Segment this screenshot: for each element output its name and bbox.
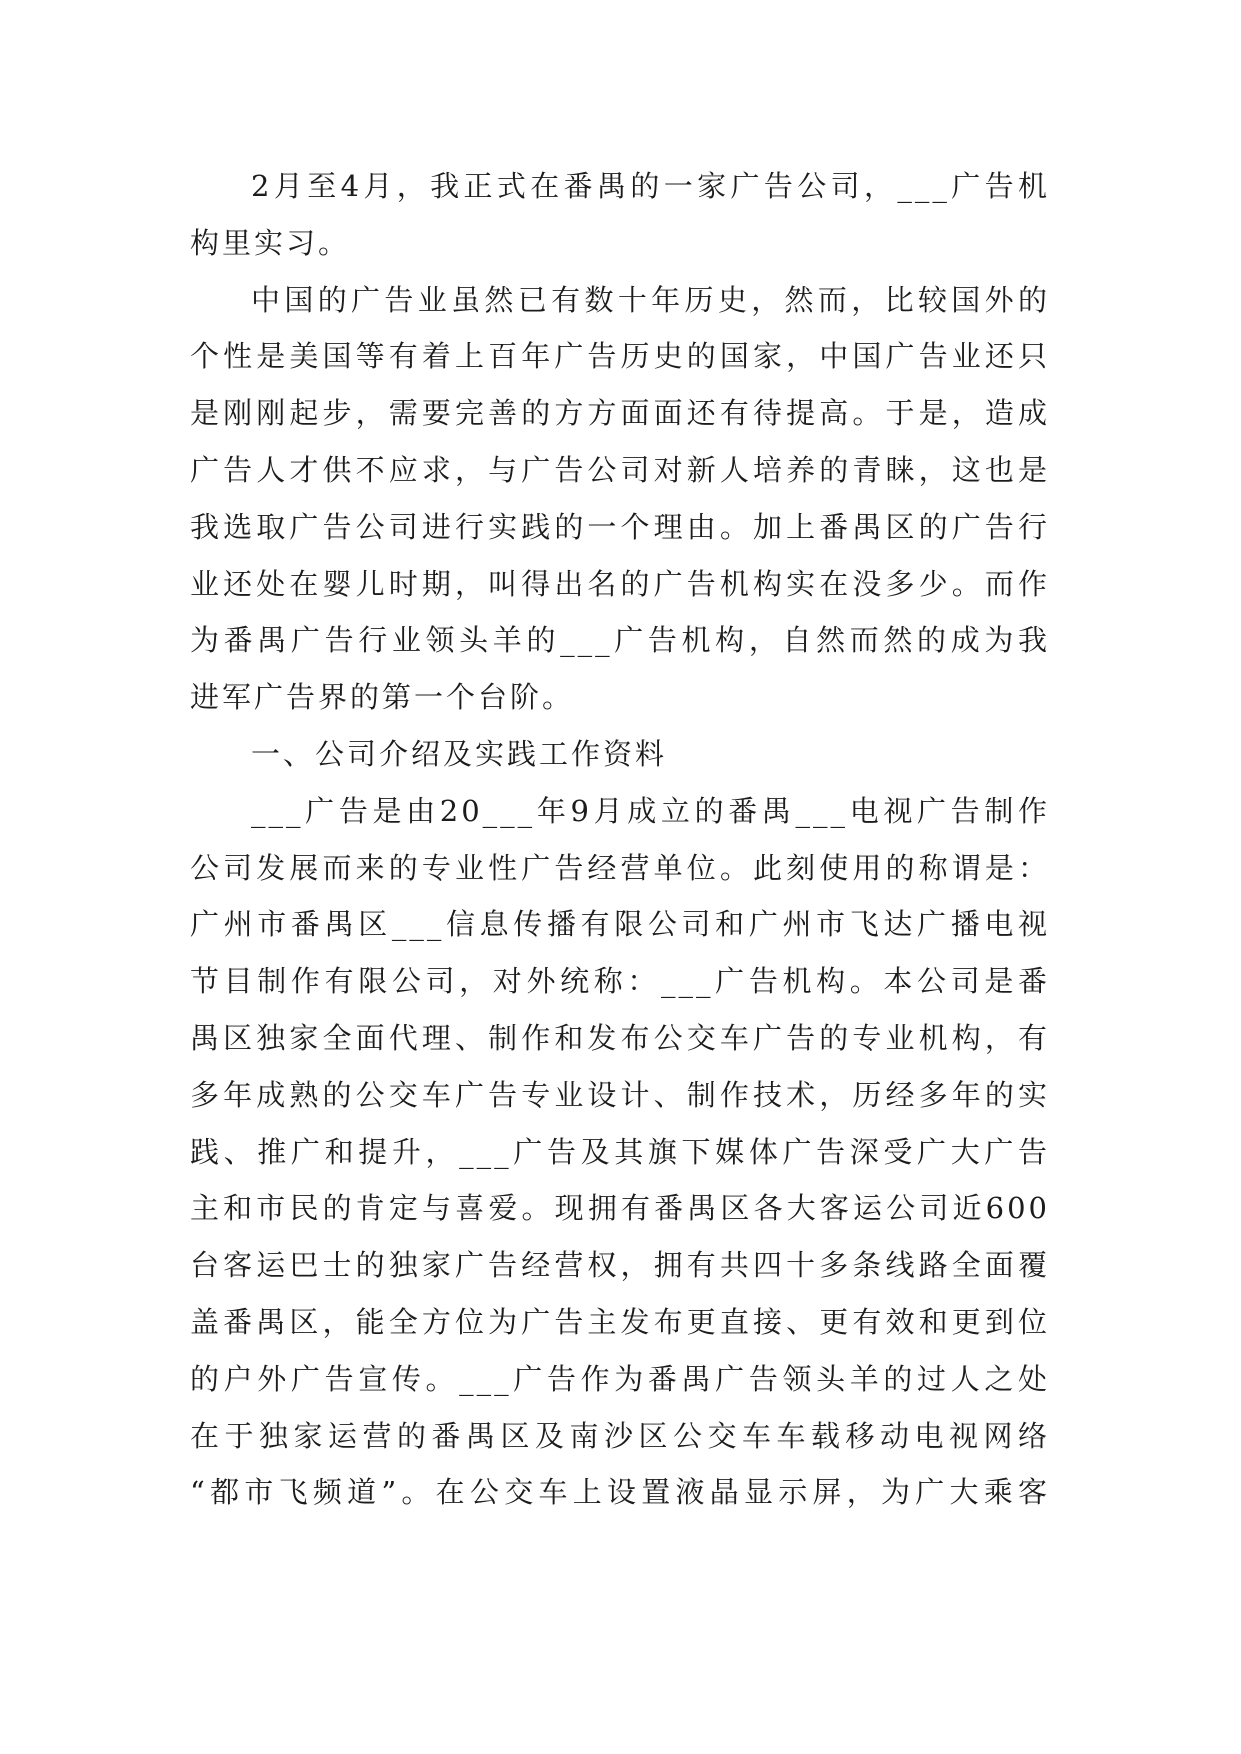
document-body — [190, 158, 1050, 1521]
text-line: 的户外广告宣传。___广告作为番禺广告领头羊的过人之处 — [190, 1361, 1050, 1396]
text-line: ___广告是由20___年9月成立的番禺___电视广告制作 — [251, 793, 1050, 828]
text-line: 业还处在婴儿时期，叫得出名的广告机构实在没多少。而作 — [190, 566, 1050, 601]
text-line: 构里实习。 — [190, 225, 351, 260]
text-line: 是刚刚起步，需要完善的方方面面还有待提高。于是，造成 — [190, 396, 1050, 431]
text-line: 践、推广和提升，___广告及其旗下媒体广告深受广大广告 — [190, 1134, 1050, 1169]
paragraph-intro — [190, 158, 1050, 272]
text-line: 在于独家运营的番禺区及南沙区公交车车载移动电视网络 — [190, 1418, 1050, 1453]
text-line: 禺区独家全面代理、制作和发布公交车广告的专业机构，有 — [190, 1020, 1050, 1055]
text-line: 广州市番禺区___信息传播有限公司和广州市飞达广播电视 — [190, 907, 1050, 942]
text-line: 中国的广告业虽然已有数十年历史，然而，比较国外的 — [251, 282, 1050, 317]
text-line: 广告人才供不应求，与广告公司对新人培养的青睐，这也是 — [190, 452, 1050, 487]
text-line: 公司发展而来的专业性广告经营单位。此刻使用的称谓是： — [190, 850, 1050, 885]
paragraph-industry — [190, 272, 1050, 726]
text-line: 主和市民的肯定与喜爱。现拥有番禺区各大客运公司近600 — [190, 1191, 1050, 1226]
text-line: 多年成熟的公交车广告专业设计、制作技术，历经多年的实 — [190, 1077, 1050, 1112]
text-line: 2月至4月，我正式在番禺的一家广告公司，___广告机 — [251, 169, 1050, 203]
text-line: 进军广告界的第一个台阶。 — [190, 680, 575, 715]
text-line: 我选取广告公司进行实践的一个理由。加上番禺区的广告行 — [190, 509, 1050, 544]
text-line: 节目制作有限公司，对外统称：___广告机构。本公司是番 — [190, 964, 1050, 999]
text-line: “都市飞频道”。在公交车上设置液晶显示屏，为广大乘客 — [190, 1475, 1050, 1510]
text-line: 盖番禺区，能全方位为广告主发布更直接、更有效和更到位 — [190, 1304, 1050, 1339]
text-line: 个性是美国等有着上百年广告历史的国家，中国广告业还只 — [190, 339, 1050, 374]
text-line: 台客运巴士的独家广告经营权，拥有共四十多条线路全面覆 — [190, 1248, 1050, 1283]
text-line: 为番禺广告行业领头羊的___广告机构，自然而然的成为我 — [190, 623, 1050, 658]
heading-line: 一、公司介绍及实践工作资料 — [251, 736, 668, 771]
section-heading — [190, 726, 1050, 783]
paragraph-company — [190, 783, 1050, 1521]
